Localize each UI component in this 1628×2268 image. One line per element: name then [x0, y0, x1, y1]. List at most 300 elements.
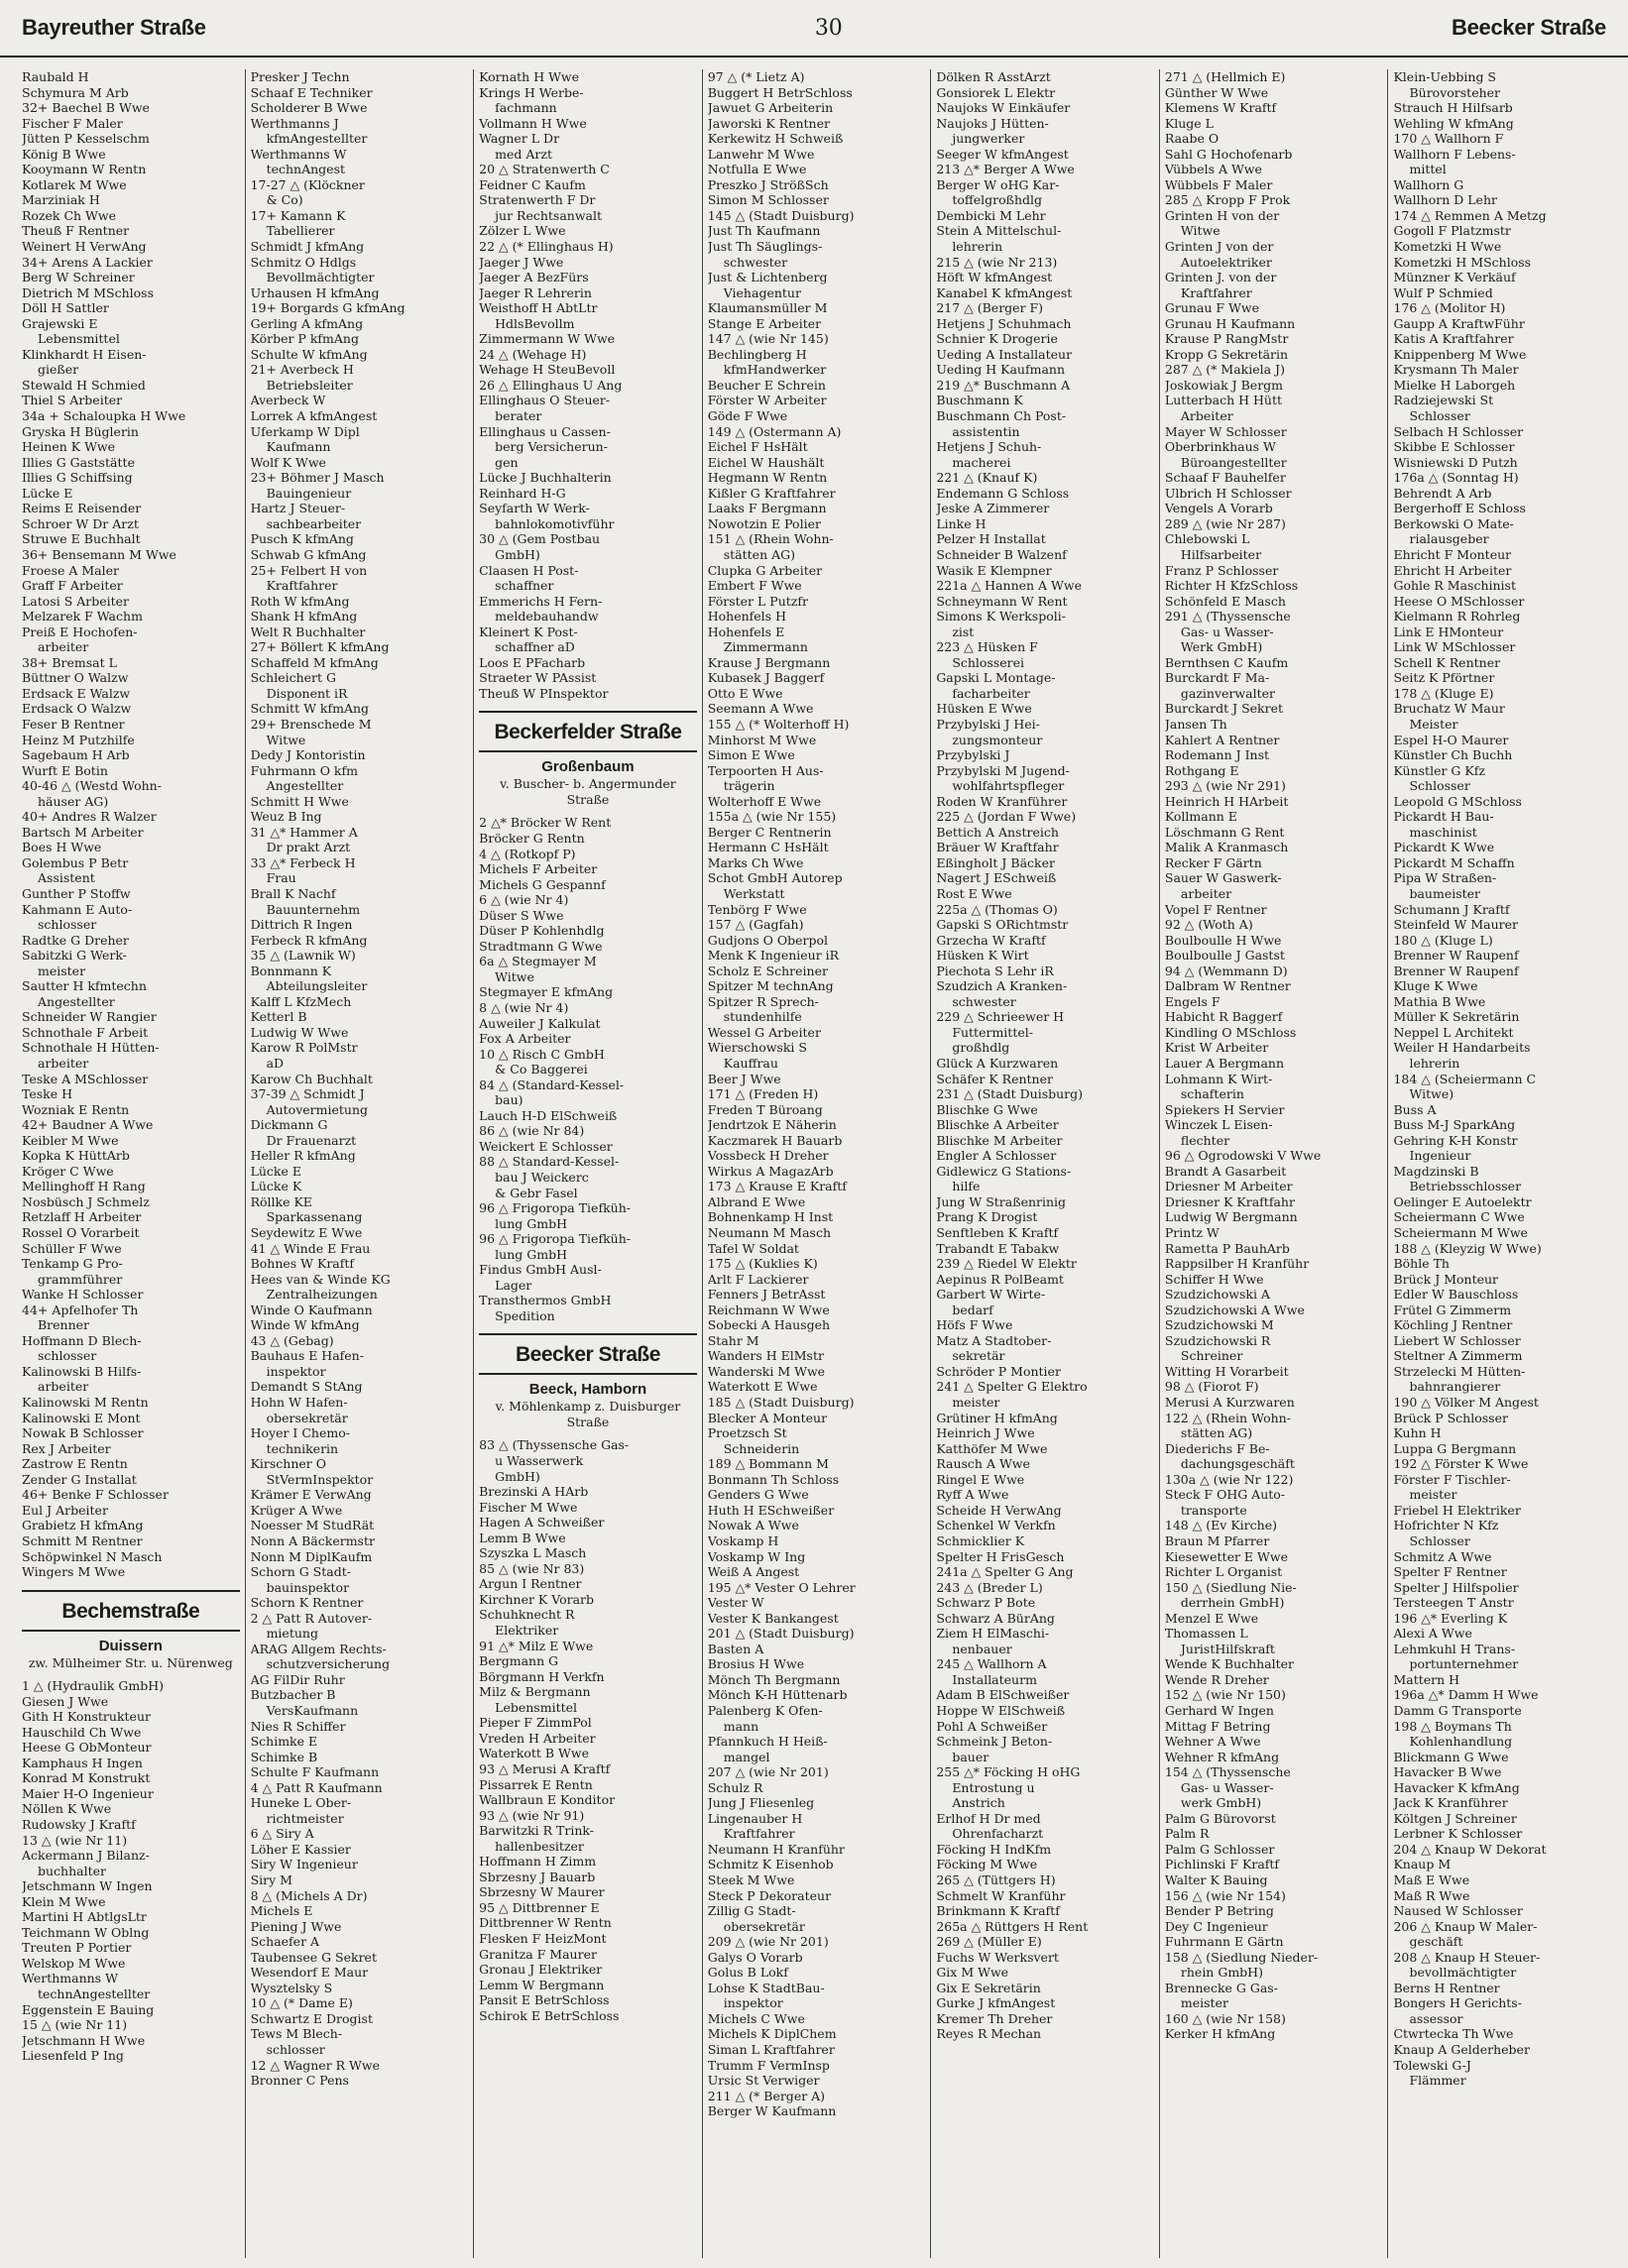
directory-entry: Dittbrenner W Rentn: [479, 1915, 612, 1931]
directory-entry: Rausch A Wwe: [936, 1456, 1030, 1472]
directory-entry: Ursic St Verwiger: [707, 2073, 820, 2089]
directory-entry: Kometzki H MSchloss: [1393, 254, 1532, 270]
directory-entry: Reyes R Mechan: [936, 2026, 1042, 2042]
directory-entry: 41 △ Winde E Frau: [250, 1240, 371, 1256]
directory-entry: Jeske A Zimmerer: [936, 501, 1050, 516]
directory-entry: Butzbacher B: [250, 1687, 336, 1703]
directory-entry: Mönch K-H Hüttenarb: [707, 1687, 848, 1703]
directory-entry: Nöllen K Wwe: [22, 1801, 112, 1817]
directory-entry: Künstler Ch Buchh: [1393, 747, 1513, 763]
directory-entry: 34+ Arens A Lackier: [22, 254, 153, 270]
directory-entry: Schmitt M Rentner: [22, 1532, 143, 1548]
directory-entry: Bergmann G: [479, 1653, 559, 1669]
directory-entry: Wallhorn F Lebens-: [1393, 146, 1516, 162]
directory-entry: Kraftfahrer: [723, 1826, 795, 1842]
directory-entry: Habicht R Baggerf: [1164, 1009, 1283, 1025]
directory-entry: Driesner K Kraftfahr: [1164, 1193, 1295, 1209]
directory-entry: assessor: [1409, 2010, 1463, 2026]
directory-entry: Damm G Transporte: [1393, 1702, 1522, 1718]
directory-entry: arbeiter: [38, 1056, 89, 1071]
directory-entry: 8 △ (Michels A Dr): [250, 1887, 368, 1903]
directory-entry: Lerbner K Schlosser: [1393, 1826, 1523, 1842]
directory-entry: Schleichert G: [250, 670, 336, 686]
directory-entry: Werk GmbH): [1180, 639, 1263, 655]
directory-entry: Ohrenfacharzt: [952, 1826, 1044, 1842]
directory-entry: Kornath H Wwe: [479, 69, 580, 84]
directory-entry: Mittag F Betring: [1164, 1718, 1271, 1734]
directory-entry: Brosius H Wwe: [707, 1656, 805, 1672]
directory-entry: 84 △ (Standard-Kessel-: [479, 1077, 625, 1092]
directory-entry: 287 △ (* Makiela J): [1164, 362, 1285, 378]
directory-entry: Pickardt M Schaffn: [1393, 854, 1515, 870]
directory-entry: Krause J Bergmann: [707, 654, 831, 670]
directory-entry: Lohmann K Wirt-: [1164, 1071, 1273, 1086]
directory-entry: Neumann M Masch: [707, 1225, 831, 1241]
directory-entry: technikerin: [266, 1440, 339, 1456]
directory-entry: Milz & Bergmann: [479, 1684, 591, 1700]
page-header: [0, 0, 1628, 57]
directory-entry: Schenkel W Verkfn: [936, 1518, 1056, 1533]
directory-entry: Skibbe E Schlosser: [1393, 439, 1515, 455]
directory-entry: 148 △ (Ev Kirche): [1164, 1518, 1277, 1533]
directory-entry: Stradtmann G Wwe: [479, 938, 603, 954]
directory-entry: Galys O Vorarb: [707, 1949, 803, 1965]
directory-entry: Günther W Wwe: [1164, 84, 1269, 100]
directory-entry: 155 △ (* Wolterhoff H): [707, 716, 850, 732]
directory-entry: Eichel W Haushält: [707, 454, 825, 470]
directory-entry: 27+ Böllert K kfmAng: [250, 639, 390, 655]
directory-entry: Strauch H Hilfsarb: [1393, 100, 1513, 116]
directory-entry: Kraftfahrer: [1180, 284, 1252, 300]
column-4: [702, 69, 931, 2258]
directory-entry: Seeger W kfmAngest: [936, 146, 1069, 162]
directory-entry: Huneke L Ober-: [250, 1795, 352, 1811]
directory-entry: Werthmanns J: [250, 115, 339, 131]
directory-entry: Dey C Ingenieur: [1164, 1918, 1268, 1934]
directory-entry: Ringel E Wwe: [936, 1471, 1025, 1487]
directory-entry: Marks Ch Wwe: [707, 854, 804, 870]
directory-entry: Wehage H SteuBevoll: [479, 362, 616, 378]
directory-entry: Siman L Kraftfahrer: [707, 2042, 835, 2057]
directory-entry: Krist W Arbeiter: [1164, 1040, 1269, 1056]
directory-entry: Oelinger E Autoelektr: [1393, 1193, 1532, 1209]
directory-entry: Scheiermann C Wwe: [1393, 1209, 1525, 1225]
directory-entry: 285 △ Kropp F Prok: [1164, 192, 1291, 208]
directory-entry: 37-39 △ Schmidt J: [250, 1086, 365, 1102]
directory-entry: Wehner R kfmAng: [1164, 1749, 1280, 1764]
directory-entry: 176a △ (Sonntag H): [1393, 470, 1519, 486]
directory-entry: Schulz R: [707, 1779, 763, 1795]
directory-entry: Zender G Installat: [22, 1471, 137, 1487]
directory-entry: 13 △ (wie Nr 11): [22, 1832, 128, 1848]
directory-entry: Shank H kfmAng: [250, 609, 358, 624]
directory-entry: 2 △ Patt R Autover-: [250, 1610, 373, 1626]
directory-entry: Förster W Arbeiter: [707, 393, 827, 408]
directory-entry: Vollmann H Wwe: [479, 115, 587, 131]
directory-entry: 196 △* Everling K: [1393, 1610, 1508, 1626]
directory-entry: Gith H Konstrukteur: [22, 1709, 151, 1725]
directory-entry: Oberbrinkhaus W: [1164, 439, 1276, 455]
directory-entry: Matz A Stadtober-: [936, 1332, 1052, 1348]
directory-entry: Giesen J Wwe: [22, 1693, 109, 1709]
directory-entry: Neumann H Kranführ: [707, 1841, 845, 1857]
directory-entry: 243 △ (Breder L): [936, 1579, 1043, 1595]
directory-entry: Teske A MSchlosser: [22, 1071, 149, 1086]
directory-entry: & Co Baggerei: [495, 1062, 588, 1077]
directory-entry: Sparkassenang: [266, 1209, 363, 1225]
directory-entry: Höft W kfmAngest: [936, 270, 1053, 285]
directory-entry: Heinz M Putzhilfe: [22, 732, 135, 747]
directory-entry: 35 △ (Lawnik W): [250, 948, 356, 964]
directory-entry: Stegmayer E kfmAng: [479, 984, 614, 1000]
directory-entry: Laaks F Bergmann: [707, 501, 827, 516]
directory-entry: 93 △ (wie Nr 91): [479, 1807, 585, 1823]
directory-entry: GmbH): [495, 1468, 540, 1484]
directory-entry: Taubensee G Sekret: [250, 1949, 377, 1965]
directory-entry: Zentralheizungen: [266, 1287, 378, 1303]
directory-entry: Tabellierer: [266, 223, 335, 239]
directory-entry: Albrand E Wwe: [707, 1193, 806, 1209]
directory-entry: 176 △ (Molitor H): [1393, 300, 1506, 316]
directory-entry: trägerin: [723, 778, 775, 794]
directory-entry: Schäfer K Rentner: [936, 1071, 1053, 1086]
directory-entry: Dölken R AsstArzt: [936, 69, 1051, 84]
column-6: [1159, 69, 1388, 2258]
directory-entry: Schlosser: [1409, 778, 1470, 794]
directory-entry: 6 △ (wie Nr 4): [479, 892, 569, 908]
directory-entry: Dr Frauenarzt: [266, 1132, 357, 1148]
directory-entry: Diederichs F Be-: [1164, 1440, 1270, 1456]
directory-entry: großhdlg: [952, 1040, 1010, 1056]
directory-entry: Raabe O: [1164, 131, 1220, 147]
directory-entry: Seyfarth W Werk-: [479, 501, 590, 516]
directory-entry: Fuhrmann O kfm: [250, 762, 358, 778]
directory-entry: Büroangestellter: [1180, 454, 1287, 470]
directory-entry: Magdzinski B: [1393, 1163, 1479, 1179]
directory-entry: 209 △ (wie Nr 201): [707, 1934, 829, 1950]
directory-entry: inspektor: [266, 1363, 326, 1379]
directory-entry: Klemens W Kraftf: [1164, 100, 1277, 116]
directory-entry: Flesken F HeizMont: [479, 1930, 607, 1946]
directory-entry: Münzner K Verkäuf: [1393, 270, 1516, 285]
directory-entry: Sbrzesny J Bauarb: [479, 1869, 596, 1884]
directory-entry: Heinrich H HArbeit: [1164, 793, 1289, 809]
directory-entry: Hegmann W Rentn: [707, 470, 828, 486]
directory-entry: 130a △ (wie Nr 122): [1164, 1471, 1294, 1487]
directory-entry: Trumm F VermInsp: [707, 2057, 830, 2073]
directory-entry: Nagert J ESchweiß: [936, 870, 1057, 886]
directory-entry: Betriebsschlosser: [1409, 1179, 1522, 1194]
directory-entry: Kluge L: [1164, 115, 1214, 131]
directory-entry: Jaeger A BezFürs: [479, 270, 589, 285]
directory-entry: Grajewski E: [22, 315, 98, 331]
directory-entry: Sabitzki G Werk-: [22, 948, 127, 964]
directory-entry: Wallhorn G: [1393, 176, 1464, 192]
directory-entry: 122 △ (Rhein Wohn-: [1164, 1410, 1291, 1425]
directory-entry: Blecker A Monteur: [707, 1410, 828, 1425]
directory-entry: Vreden H Arbeiter: [479, 1730, 596, 1746]
directory-entry: schwester: [723, 254, 788, 270]
directory-entry: Gas- u Wasser-: [1180, 624, 1274, 639]
directory-entry: 291 △ (Thyssensche: [1164, 609, 1291, 624]
directory-entry: Göde F Wwe: [707, 408, 788, 424]
directory-entry: Vübbels A Wwe: [1164, 162, 1262, 177]
directory-entry: Erdsack E Walzw: [22, 685, 131, 701]
directory-entry: Vossbeck H Dreher: [707, 1148, 829, 1164]
directory-entry: Kalinowski B Hilfs-: [22, 1363, 142, 1379]
directory-entry: schaffner aD: [495, 639, 575, 655]
directory-entry: Viehagentur: [723, 284, 801, 300]
directory-entry: Weiß A Angest: [707, 1564, 800, 1580]
directory-entry: Menzel E Wwe: [1164, 1610, 1259, 1626]
directory-entry: Bröcker G Rentn: [479, 830, 585, 846]
directory-entry: Bernthsen C Kaufm: [1164, 654, 1289, 670]
directory-entry: Költgen J Schreiner: [1393, 1810, 1517, 1826]
directory-entry: bauinspektor: [266, 1579, 350, 1595]
directory-entry: Schwarz P Bote: [936, 1595, 1036, 1611]
directory-entry: geschäft: [1409, 1934, 1463, 1950]
directory-entry: jungwerker: [952, 131, 1025, 147]
directory-entry: Berger W oHG Kar-: [936, 176, 1060, 192]
directory-entry: Ehricht F Monteur: [1393, 546, 1512, 562]
directory-entry: Gapski L Montage-: [936, 670, 1056, 686]
directory-entry: Chlebowski L: [1164, 531, 1250, 547]
directory-entry: Teske H: [22, 1086, 73, 1102]
directory-entry: stätten AG): [1180, 1425, 1253, 1441]
directory-entry: Schneiderin: [723, 1440, 800, 1456]
directory-entry: Espel H-O Maurer: [1393, 732, 1509, 747]
directory-entry: Wehner A Wwe: [1164, 1734, 1261, 1750]
directory-entry: Brück J Monteur: [1393, 1271, 1499, 1287]
directory-entry: Michels C Wwe: [707, 2010, 805, 2026]
directory-entry: Hartz J Steuer-: [250, 501, 346, 516]
directory-entry: 40-46 △ (Westd Wohn-: [22, 778, 162, 794]
directory-entry: Schmitt W kfmAng: [250, 701, 370, 717]
directory-entry: 185 △ (Stadt Duisburg): [707, 1395, 855, 1411]
directory-entry: Steek M Wwe: [707, 1871, 795, 1887]
directory-entry: Kooymann W Rentn: [22, 162, 147, 177]
directory-entry: Freden T Büroang: [707, 1101, 823, 1117]
directory-entry: Palenberg K Ofen-: [707, 1702, 823, 1718]
directory-entry: Rodemann J Inst: [1164, 747, 1270, 763]
directory-entry: flechter: [1180, 1132, 1230, 1148]
directory-entry: Behrendt A Arb: [1393, 485, 1492, 501]
directory-entry: Schlosserei: [952, 654, 1025, 670]
directory-entry: Gohle R Maschinist: [1393, 578, 1516, 594]
directory-entry: Wurft E Botin: [22, 762, 108, 778]
directory-entry: Simon M Schlosser: [707, 192, 829, 208]
directory-entry: Pieper F ZimmPol: [479, 1715, 592, 1731]
directory-entry: Schaefer A: [250, 1934, 320, 1950]
directory-entry: Kerkewitz H Schweiß: [707, 131, 844, 147]
directory-entry: Zölzer L Wwe: [479, 223, 566, 239]
directory-entry: Rost E Wwe: [936, 885, 1012, 901]
directory-entry: Palm G Bürovorst: [1164, 1810, 1276, 1826]
directory-entry: Mattern H: [1393, 1671, 1460, 1687]
directory-entry: meister: [952, 1395, 1000, 1411]
directory-entry: mann: [723, 1718, 759, 1734]
directory-entry: Schnothale F Arbeit: [22, 1024, 149, 1040]
directory-entry: Schönfeld E Masch: [1164, 593, 1286, 609]
directory-entry: Sobecki A Hausgeh: [707, 1317, 831, 1333]
directory-entry: Ellinghaus O Steuer-: [479, 393, 611, 408]
directory-entry: Szudzichowski A: [1164, 1287, 1270, 1303]
directory-entry: arbeiter: [38, 639, 89, 655]
directory-entry: Eßingholt J Bäcker: [936, 854, 1055, 870]
directory-entry: Bürovorsteher: [1409, 84, 1501, 100]
directory-entry: 17+ Kamann K: [250, 207, 346, 223]
directory-entry: Menk K Ingenieur iR: [707, 948, 840, 964]
directory-entry: 97 △ (* Lietz A): [707, 69, 805, 84]
directory-entry: Wierschowski S: [707, 1040, 807, 1056]
directory-entry: Feidner C Kaufm: [479, 176, 586, 192]
directory-entry: Havacker K kfmAng: [1393, 1779, 1520, 1795]
directory-entry: Jaeger J Wwe: [479, 254, 564, 270]
directory-entry: Grunau H Kaufmann: [1164, 315, 1296, 331]
directory-entry: Uferkamp W Dipl: [250, 423, 360, 439]
directory-entry: Rudowsky J Kraftf: [22, 1817, 136, 1833]
directory-entry: Stahr M: [707, 1332, 759, 1348]
directory-entry: Leopold G MSchloss: [1393, 793, 1522, 809]
directory-entry: Meister: [1409, 716, 1458, 732]
directory-entry: Döll H Sattler: [22, 300, 109, 316]
directory-entry: Berger C Rentnerin: [707, 824, 832, 840]
directory-entry: toffelgroßhdlg: [952, 192, 1043, 208]
directory-entry: Jung J Fliesenleg: [707, 1795, 815, 1811]
directory-entry: Kaczmarek H Bauarb: [707, 1132, 843, 1148]
directory-entry: Fox A Arbeiter: [479, 1031, 571, 1047]
directory-entry: Dietrich M MSchloss: [22, 284, 154, 300]
directory-entry: Rametta P BauhArb: [1164, 1240, 1290, 1256]
directory-entry: Ryff A Wwe: [936, 1487, 1009, 1503]
directory-entry: Michels E: [250, 1903, 313, 1919]
directory-entry: Kopka K HüttArb: [22, 1148, 130, 1164]
directory-entry: Bonmann Th Schloss: [707, 1471, 840, 1487]
directory-entry: Simon E Wwe: [707, 747, 795, 763]
directory-entry: Krüger A Wwe: [250, 1502, 343, 1518]
directory-entry: Schulte F Kaufmann: [250, 1764, 380, 1780]
directory-entry: Tersteegen T Anstr: [1393, 1595, 1514, 1611]
directory-entry: Basten A: [707, 1641, 764, 1656]
directory-entry: Buschmann Ch Post-: [936, 408, 1067, 424]
directory-entry: Schroer W Dr Arzt: [22, 515, 139, 531]
directory-entry: Schmidt J kfmAng: [250, 239, 365, 255]
directory-entry: Schüller F Wwe: [22, 1240, 122, 1256]
directory-entry: Schneider W Rangier: [22, 1009, 157, 1025]
directory-entry: schlosser: [38, 1348, 97, 1364]
directory-entry: 93 △ Merusi A Kraftf: [479, 1760, 611, 1776]
directory-entry: 145 △ (Stadt Duisburg): [707, 207, 855, 223]
directory-entry: Sbrzesny W Maurer: [479, 1884, 605, 1900]
directory-entry: Rossel O Vorarbeit: [22, 1225, 140, 1241]
directory-entry: Zillig G Stadt-: [707, 1903, 796, 1919]
directory-entry: Witwe: [266, 732, 306, 747]
directory-entry: Averbeck W: [250, 393, 326, 408]
directory-entry: Pfannkuch H Heiß-: [707, 1734, 828, 1750]
directory-entry: Merusi A Kurzwaren: [1164, 1395, 1295, 1411]
directory-entry: Reinhard H-G: [479, 485, 566, 501]
directory-entry: Braun M Pfarrer: [1164, 1532, 1270, 1548]
directory-entry: Vester W: [707, 1595, 764, 1611]
directory-entry: Zimmermann: [723, 639, 808, 655]
directory-entry: Naujoks W Einkäufer: [936, 100, 1071, 116]
directory-entry: Grunau F Wwe: [1164, 300, 1260, 316]
directory-entry: 86 △ (wie Nr 84): [479, 1123, 585, 1139]
directory-entry: Selbach H Schlosser: [1393, 423, 1524, 439]
directory-entry: Melzarek F Wachm: [22, 609, 143, 624]
directory-entry: Bartsch M Arbeiter: [22, 824, 144, 840]
directory-entry: Bechlingberg H: [707, 346, 807, 362]
directory-entry: 94 △ (Wemmann D): [1164, 963, 1288, 978]
directory-entry: mietung: [266, 1626, 318, 1642]
directory-entry: Katis A Kraftfahrer: [1393, 331, 1514, 347]
directory-entry: 269 △ (Müller E): [936, 1934, 1042, 1950]
directory-entry: aD: [266, 1056, 285, 1071]
directory-entry: Kremer Th Dreher: [936, 2010, 1053, 2026]
directory-entry: Grzecha W Kraftf: [936, 932, 1046, 948]
directory-entry: Stange E Arbeiter: [707, 315, 822, 331]
directory-entry: Struwe E Buchhalt: [22, 531, 141, 547]
directory-entry: Klein M Wwe: [22, 1893, 106, 1909]
directory-entry: Pissarrek E Rentn: [479, 1776, 593, 1792]
directory-entry: Barwitzki R Trink-: [479, 1823, 594, 1839]
directory-entry: Grinten H von der: [1164, 207, 1280, 223]
directory-entry: Latosi S Arbeiter: [22, 593, 130, 609]
directory-entry: Steck P Dekorateur: [707, 1887, 832, 1903]
directory-entry: Krysmann Th Maler: [1393, 362, 1519, 378]
directory-entry: stätten AG): [723, 546, 795, 562]
directory-entry: Jütten P Kesselschm: [22, 131, 150, 147]
directory-entry: Fischer M Wwe: [479, 1499, 578, 1515]
directory-entry: Illies G Gaststätte: [22, 454, 135, 470]
directory-entry: Zastrow E Rentn: [22, 1456, 128, 1472]
directory-entry: Hüsken K Wirt: [936, 948, 1029, 964]
directory-entry: dachungsgeschäft: [1180, 1456, 1295, 1472]
directory-entry: Ueding A Installateur: [936, 346, 1073, 362]
directory-entry: 190 △ Völker M Angest: [1393, 1395, 1539, 1411]
directory-entry: 4 △ (Rotkopf P): [479, 846, 576, 861]
directory-entry: 20 △ Stratenwerth C: [479, 162, 610, 177]
directory-entry: Hohn W Hafen-: [250, 1395, 348, 1411]
directory-entry: 31 △* Hammer A: [250, 824, 358, 840]
column-3: [473, 69, 702, 2258]
directory-entry: Recker F Gärtn: [1164, 854, 1262, 870]
directory-entry: Ackermann J Bilanz-: [22, 1848, 150, 1864]
directory-entry: Findus GmbH Ausl-: [479, 1262, 602, 1278]
directory-entry: Michels F Arbeiter: [479, 861, 598, 877]
directory-entry: Waterkott E Wwe: [707, 1379, 818, 1395]
directory-entry: Schaaf F Bauhelfer: [1164, 470, 1286, 486]
directory-entry: Disponent iR: [266, 685, 348, 701]
directory-entry: Liesenfeld P Ing: [22, 2048, 124, 2064]
directory-entry: Liebert W Schlosser: [1393, 1332, 1521, 1348]
directory-entry: 10 △ Risch C GmbH: [479, 1046, 605, 1062]
directory-entry: zungsmonteur: [952, 732, 1043, 747]
directory-entry: 4 △ Patt R Kaufmann: [250, 1779, 383, 1795]
directory-entry: Fischer F Maler: [22, 115, 123, 131]
directory-entry: meister: [1180, 1995, 1228, 2011]
directory-entry: 207 △ (wie Nr 201): [707, 1764, 829, 1780]
directory-entry: Lemm B Wwe: [479, 1530, 566, 1545]
directory-entry: Bauunternehm: [266, 901, 361, 917]
directory-entry: Spedition: [495, 1307, 555, 1323]
directory-entry: Wulf P Schmied: [1393, 284, 1493, 300]
directory-entry: Senftleben K Kraftf: [936, 1225, 1059, 1241]
directory-entry: 189 △ Bommann M: [707, 1456, 829, 1472]
directory-entry: Entrostung u: [952, 1779, 1035, 1795]
directory-entry: 293 △ (wie Nr 291): [1164, 778, 1286, 794]
directory-entry: Krings H Werbe-: [479, 84, 584, 100]
